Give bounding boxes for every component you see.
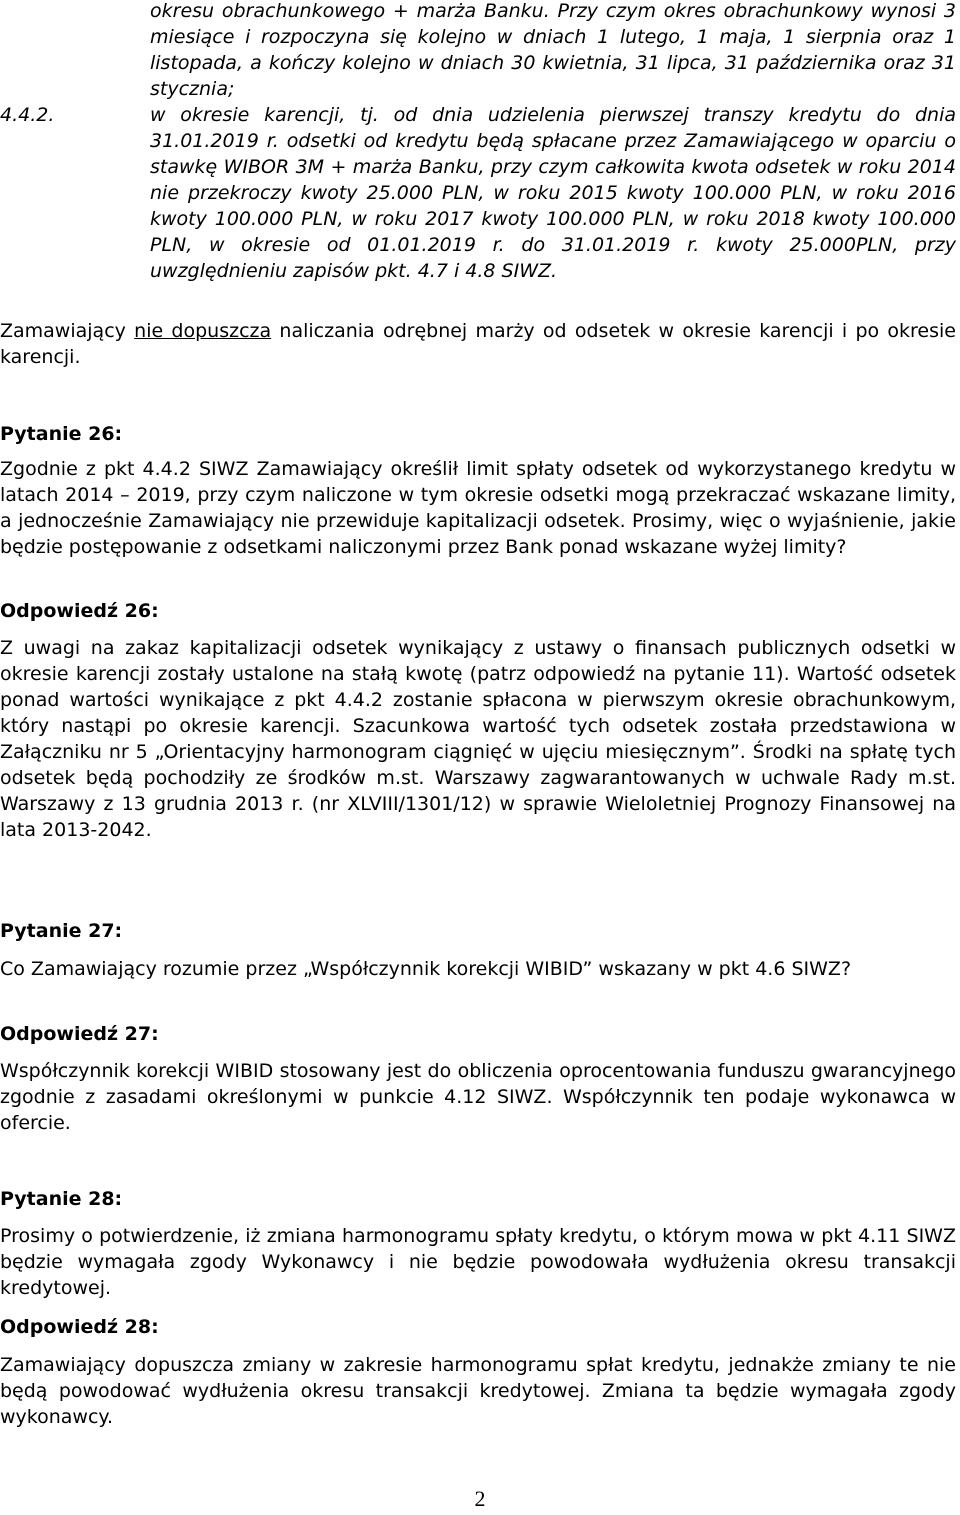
question-27-text: Co Zamawiający rozumie przez „Współczynnik korekcji WIBID” wskazany w pkt 4.6 SIWZ? bbox=[0, 958, 852, 980]
answer-26-text: Z uwagi na zakaz kapitalizacji odsetek wynikający z ustawy o finansach publicznych odsetki w okresie karencji zostały ustalone na stałą kwotę (patrz odpowiedź na pytanie 11). Wartość odsetek ponad wartości wynikające z pkt 4.4.2 zostanie spłacona w pierwszym okresie obrachunkowym, który nastąpi po okresie karencji. Szacunkowa wartość tych odsetek została przedstawiona w Załączniku nr 5 „Orientacyjny harmonogram ciągnięć w ujęciu miesięcznym”. Środki na spłatę tych odsetek będą pochodziły ze środków m.st. Warszawy zagwarantowanych w uchwale Rady m.st. Warszawy z 13 grudnia 2013 r. (nr XLVIII/1301/12) w sprawie Wieloletniej Prognozy Finansowej na lata 2013-2042. bbox=[0, 637, 956, 841]
answer-28-text: Zamawiający dopuszcza zmiany w zakresie harmonogramu spłat kredytu, jednakże zmiany te nie będą powodować wydłużenia okresu transakcji kredytowej. Zmiana ta będzie wymagała zgody wykonawcy. bbox=[0, 1354, 956, 1428]
margin-statement-before: Zamawiający bbox=[0, 320, 135, 342]
question-28-heading: Pytanie 28: bbox=[0, 1188, 123, 1210]
continuation-paragraph bbox=[150, 0, 956, 102]
answer-28-heading: Odpowiedź 28: bbox=[0, 1316, 159, 1338]
list-item-text: w okresie karencji, tj. od dnia udzielenia pierwszej transzy kredytu do dnia 31.01.2019 r. odsetki od kredytu będą spłacane przez Zamawiającego w oparciu o stawkę WIBOR 3M + marża Banku, przy czym całkowita kwota odsetek w roku 2014 nie przekroczy kwoty 25.000 PLN, w roku 2015 kwoty 100.000 PLN, w roku 2016 kwoty 100.000 PLN, w roku 2017 kwoty 100.000 PLN, w roku 2018 kwoty 100.000 PLN, w okresie od 01.01.2019 r. do 31.01.2019 r. kwoty 25.000PLN, przy uwzględnieniu zapisów pkt. 4.7 i 4.8 SIWZ. bbox=[150, 104, 956, 282]
answer-27-text: Współczynnik korekcji WIBID stosowany jest do obliczenia oprocentowania funduszu gwarancyjnego zgodnie z zasadami określonymi w punkcie 4.12 SIWZ. Współczynnik ten podaje wykonawca w ofercie. bbox=[0, 1060, 956, 1134]
question-27-heading: Pytanie 27: bbox=[0, 920, 123, 942]
margin-statement-underlined: nie dopuszcza bbox=[134, 320, 272, 342]
answer-27-heading: Odpowiedź 27: bbox=[0, 1023, 159, 1045]
question-26-heading: Pytanie 26: bbox=[0, 423, 123, 445]
page-number: 2 bbox=[474, 1486, 486, 1511]
continuation-text: okresu obrachunkowego + marża Banku. Przy czym okres obrachunkowy wynosi 3 miesiące i rozpoczyna się kolejno w dniach 1 lutego, 1 maja, 1 sierpnia oraz 1 listopada, a kończy kolejno w dniach 30 kwietnia, 31 lipca, 31 października oraz 31 stycznia; bbox=[150, 0, 956, 100]
margin-statement-after: naliczania odrębnej marży od odsetek w okresie karencji i po okresie karencji. bbox=[0, 320, 956, 368]
answer-26-heading: Odpowiedź 26: bbox=[0, 600, 159, 622]
question-26-text: Zgodnie z pkt 4.4.2 SIWZ Zamawiający określił limit spłaty odsetek od wykorzystanego kredytu w latach 2014 – 2019, przy czym naliczone w tym okresie odsetki mogą przekraczać wskazane limity, a jednocześnie Zamawiający nie przewiduje kapitalizacji odsetek. Prosimy, więc o wyjaśnienie, jakie będzie postępowanie z odsetkami naliczonymi przez Bank ponad wskazane wyżej limity? bbox=[0, 458, 956, 558]
margin-statement-paragraph bbox=[0, 318, 956, 370]
question-28-text: Prosimy o potwierdzenie, iż zmiana harmonogramu spłaty kredytu, o którym mowa w pkt 4.11 SIWZ będzie wymagała zgody Wykonawcy i nie będzie powodowała wydłużenia okresu transakcji kredytowej. bbox=[0, 1225, 956, 1299]
list-item-number: 4.4.2. bbox=[0, 104, 55, 126]
